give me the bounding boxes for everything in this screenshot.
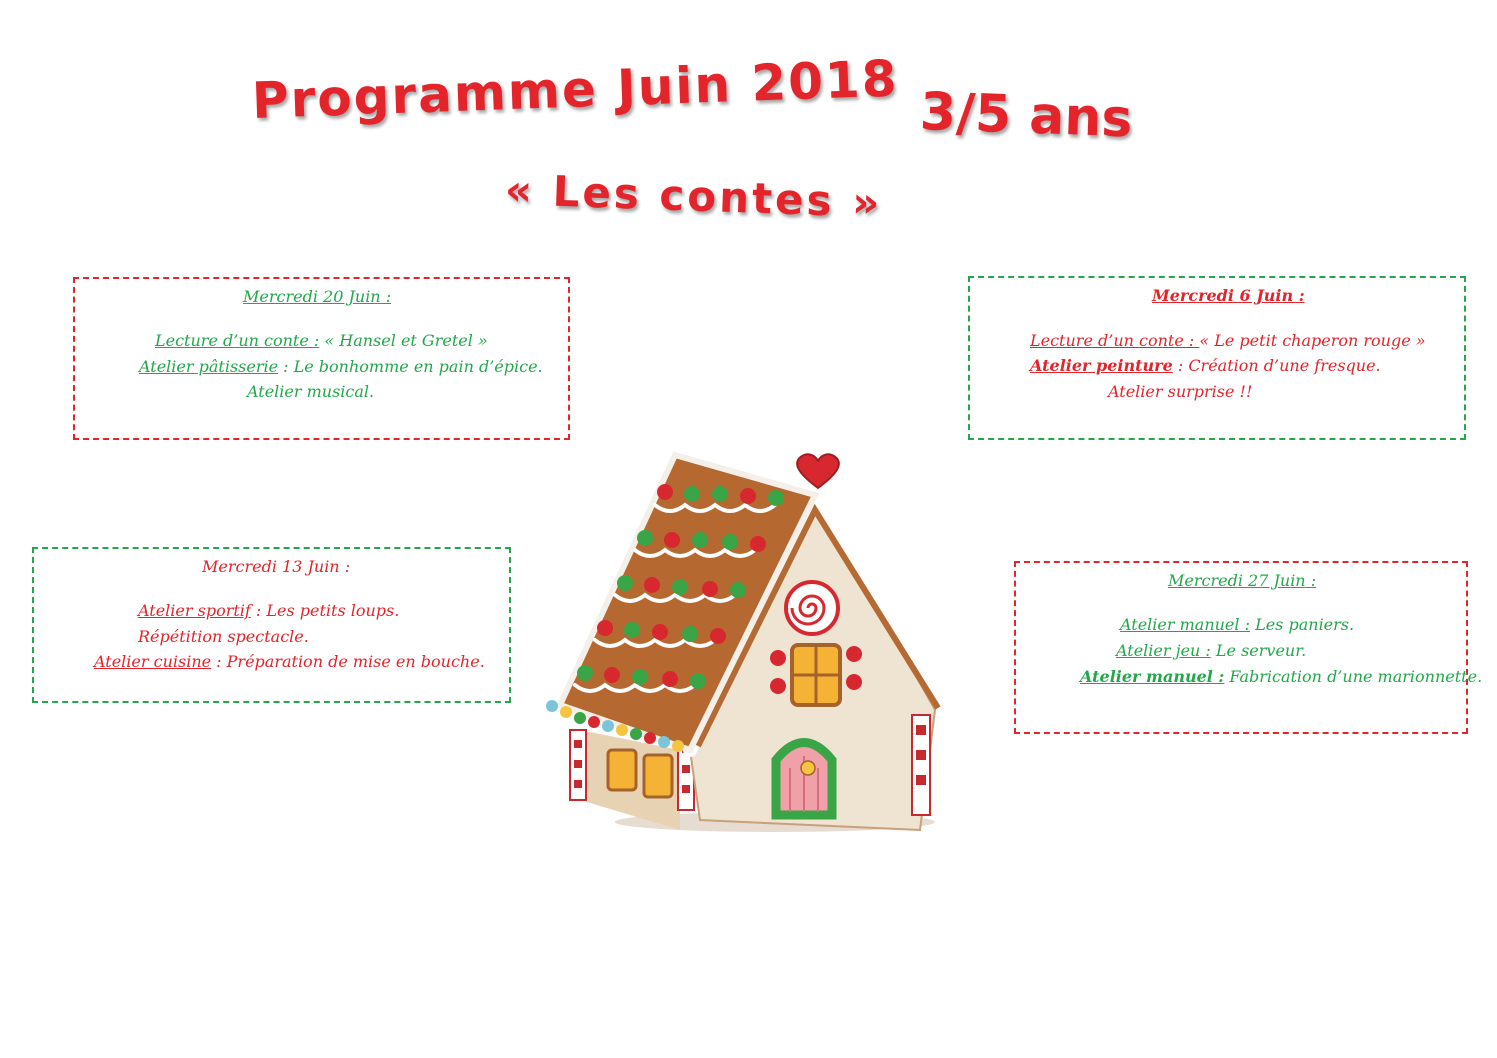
activity-line [1120, 615, 1354, 634]
activity-detail: : Les petits loups. [250, 601, 400, 620]
activity-line [247, 382, 374, 401]
activity-line [138, 601, 399, 620]
activity-line [1080, 667, 1482, 686]
activity-name: Atelier manuel : [1120, 615, 1250, 634]
activity-name: Atelier manuel : [1080, 667, 1225, 686]
activity-detail: Les paniers. [1250, 615, 1355, 634]
activity-line [1030, 331, 1426, 350]
session-date: Mercredi 13 Juin : [202, 557, 351, 576]
activity-line [138, 627, 309, 646]
page-title: Programme Juin 2018 [250, 49, 900, 130]
activity-detail: Atelier surprise !! [1108, 382, 1253, 401]
activity-detail: Atelier musical. [247, 382, 375, 401]
session-box-jun27 [1014, 561, 1483, 734]
activity-detail: « Le petit chaperon rouge » [1199, 331, 1426, 350]
session-box-jun6 [968, 276, 1466, 440]
activity-line [1030, 356, 1381, 375]
activity-line [1116, 641, 1306, 660]
activity-detail: Le serveur. [1210, 641, 1307, 660]
activity-name: Atelier jeu : [1116, 641, 1211, 660]
activity-detail: Fabrication d’une marionnette. [1224, 667, 1483, 686]
session-box-jun20 [73, 277, 570, 440]
activity-name: Lecture d’un conte : [155, 331, 320, 350]
activity-detail: « Hansel et Gretel » [319, 331, 488, 350]
session-date: Mercredi 6 Juin : [1152, 286, 1305, 305]
activity-name: Atelier sportif [138, 601, 251, 620]
activity-detail: Répétition spectacle. [138, 627, 309, 646]
gingerbread-house-icon [540, 450, 960, 835]
activity-name: Atelier pâtisserie [139, 357, 279, 376]
session-box-jun13 [32, 547, 511, 703]
activity-name: Atelier cuisine [94, 652, 212, 671]
activity-line [1108, 382, 1252, 401]
activity-line [155, 331, 488, 350]
activity-line [94, 652, 485, 671]
activity-line [139, 357, 543, 376]
activity-detail: : Préparation de mise en bouche. [211, 652, 485, 671]
age-range: 3/5 ans [918, 82, 1134, 150]
activity-detail: : Le bonhomme en pain d’épice. [278, 357, 543, 376]
session-date: Mercredi 27 Juin : [1168, 571, 1317, 590]
activity-name: Lecture d’un conte : [1030, 331, 1200, 350]
activity-name: Atelier peinture [1030, 356, 1173, 375]
page-subtitle: « Les contes » [504, 165, 884, 228]
activity-detail: : Création d’une fresque. [1172, 356, 1381, 375]
session-date: Mercredi 20 Juin : [243, 287, 392, 306]
